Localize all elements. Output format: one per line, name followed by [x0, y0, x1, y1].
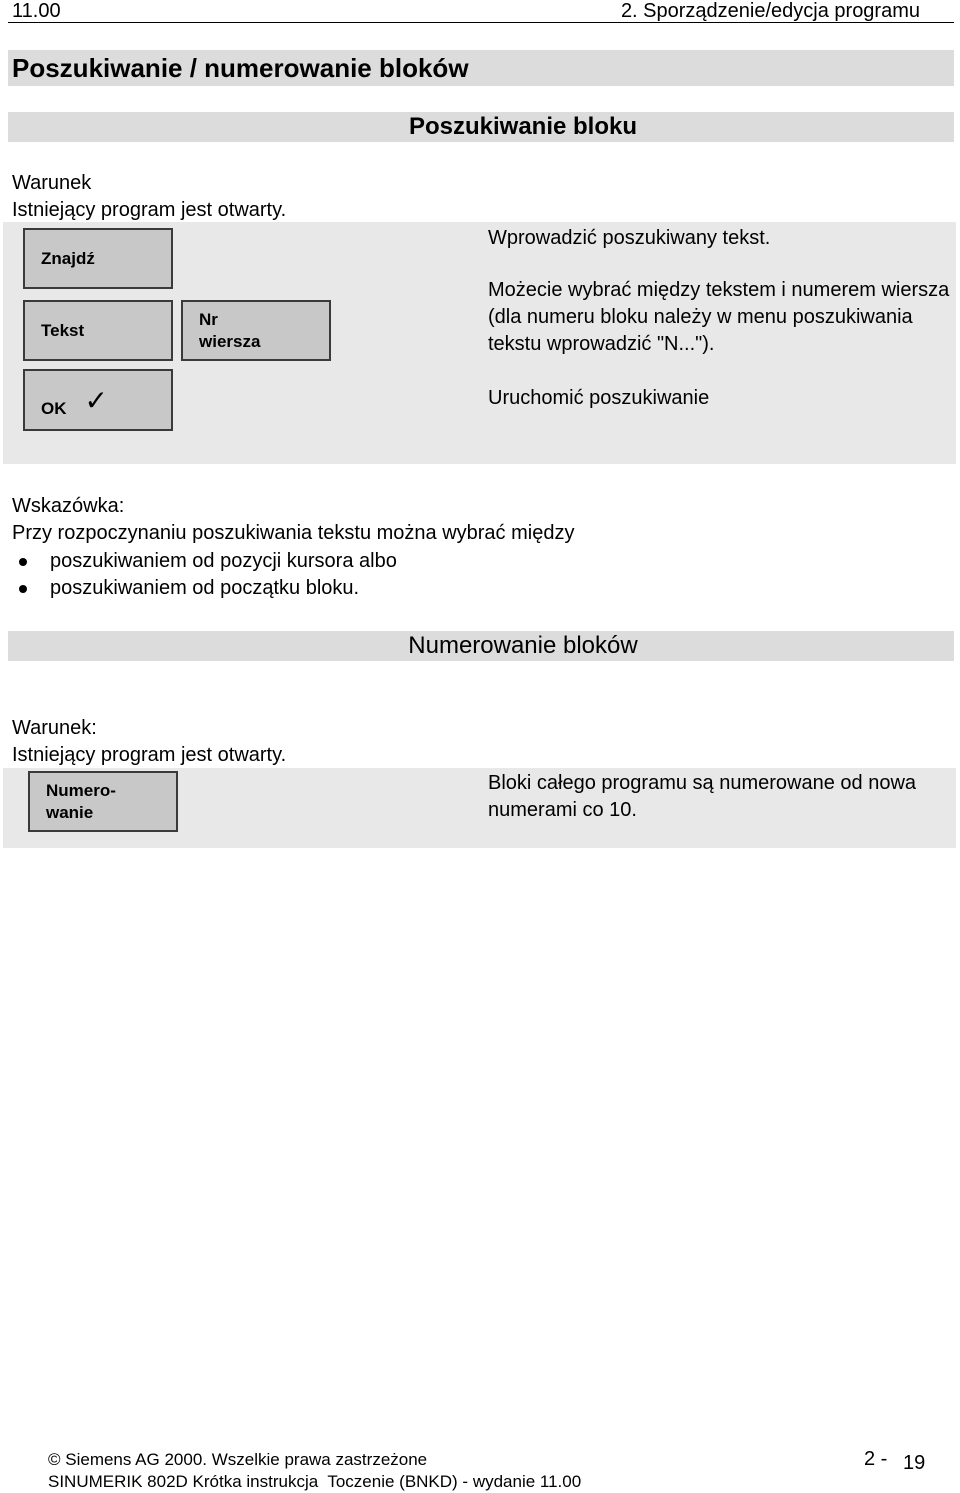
header-rule	[8, 22, 954, 23]
numbering-section-title: Numerowanie bloków	[408, 632, 638, 659]
hint-bullet-list	[12, 548, 912, 602]
step-run-text: Uruchomić poszukiwanie	[488, 387, 710, 409]
line-number-softkey-line2: wiersza	[199, 331, 261, 351]
numbering-section-band	[8, 631, 954, 661]
hint-label: Wskazówka:	[12, 495, 125, 517]
step-enter-text: Wprowadzić poszukiwany tekst.	[488, 227, 771, 249]
search-section-title: Poszukiwanie bloku	[408, 113, 638, 140]
search-section-band	[8, 112, 954, 142]
page-title: Poszukiwanie / numerowanie bloków	[12, 53, 469, 83]
checkmark-icon: ✓	[84, 385, 108, 416]
search-condition-text: Istniejący program jest otwarty.	[12, 199, 287, 221]
line-number-softkey[interactable]	[181, 300, 331, 361]
hint-text: Przy rozpoczynaniu poszukiwania tekstu można wybrać między	[12, 522, 575, 544]
numbering-condition-text: Istniejący program jest otwarty.	[12, 744, 287, 766]
line-number-softkey-line1: Nr	[199, 309, 218, 329]
hint-bullet: poszukiwaniem od początku bloku.	[12, 575, 912, 602]
numbering-softkey[interactable]	[28, 771, 178, 832]
numbering-description: Bloki całego programu są numerowane od nowa numerami co 10.	[488, 772, 917, 821]
ok-softkey-label: OK	[41, 399, 67, 418]
header-chapter: 2. Sporządzenie/edycja programu	[620, 0, 920, 22]
footer-page-prefix: 2 -	[864, 1448, 888, 1470]
hint-bullet: poszukiwaniem od pozycji kursora albo	[12, 548, 912, 575]
header-date: 11.00	[12, 0, 61, 22]
step-choose-text: Możecie wybrać między tekstem i numerem wiersza (dla numeru bloku należy w menu poszukiwania tekstu wprowadzić "N...").	[488, 279, 950, 355]
numbering-softkey-line1: Numero-	[46, 780, 116, 800]
numbering-condition-label: Warunek:	[12, 717, 97, 739]
footer-page-number: 19	[903, 1452, 926, 1474]
numbering-softkey-line2: wanie	[46, 802, 94, 822]
text-softkey[interactable]: Tekst	[23, 300, 173, 361]
page-title-band	[8, 50, 954, 86]
ok-softkey[interactable]	[23, 369, 173, 431]
search-condition-label: Warunek	[12, 172, 92, 194]
footer-product: SINUMERIK 802D Krótka instrukcja Toczenie (BNKD) - wydanie 11.00	[48, 1472, 582, 1491]
find-softkey[interactable]: Znajdź	[23, 228, 173, 289]
footer-copyright: © Siemens AG 2000. Wszelkie prawa zastrzeżone	[48, 1450, 428, 1469]
